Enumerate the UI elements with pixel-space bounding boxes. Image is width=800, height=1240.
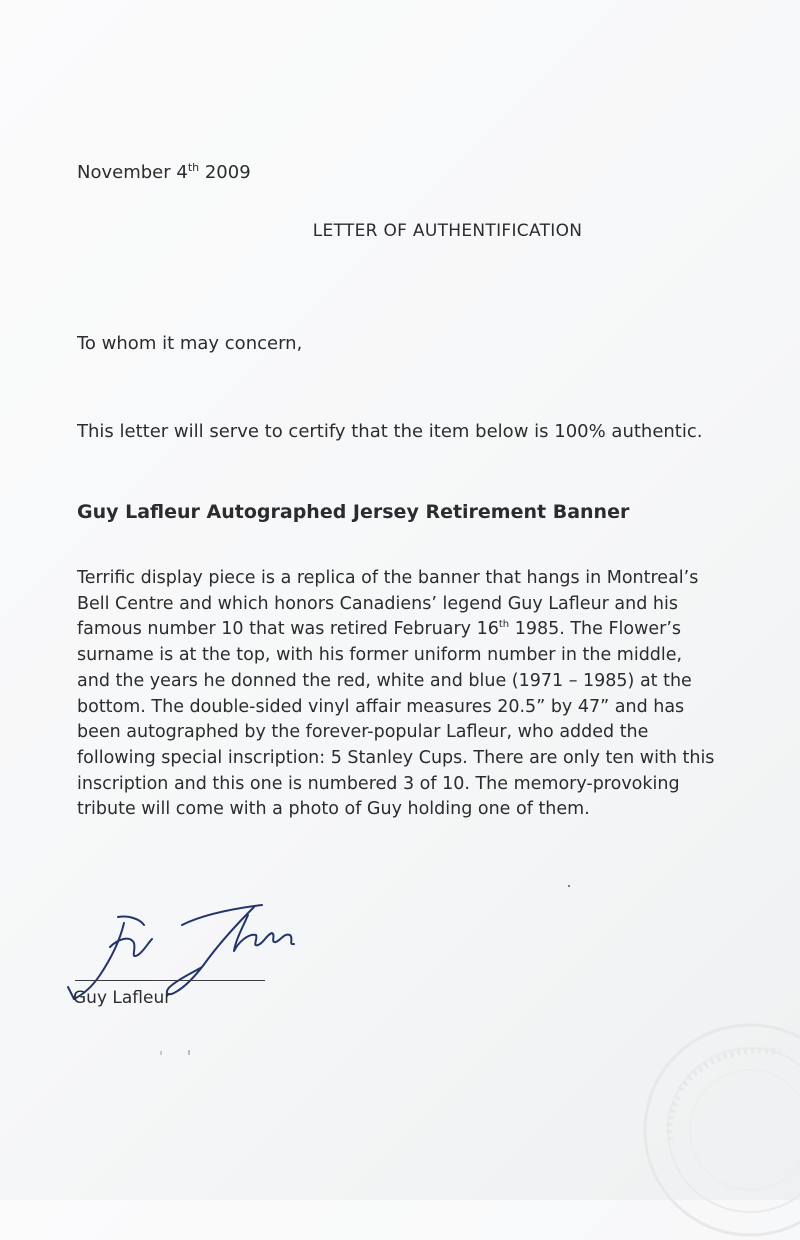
description-line: and the years he donned the red, white and blue (1971 – 1985) at the — [77, 670, 692, 691]
signature — [62, 895, 302, 1000]
description-line: been autographed by the forever-popular Lafleur, who added the — [77, 722, 649, 743]
signer-name: Guy Lafleur — [73, 988, 172, 1008]
date-year: 2009 — [199, 162, 251, 183]
item-description — [77, 566, 797, 823]
date-suffix: th — [187, 161, 200, 174]
certify-statement: This letter will serve to certify that the item below is 100% authentic. — [77, 421, 703, 442]
letter-title: LETTER OF AUTHENTIFICATION — [312, 221, 583, 241]
description-line: inscription and this one is numbered 3 of 10. The memory-provoking — [77, 773, 680, 794]
date-text: November 4 — [77, 162, 188, 183]
description-line: Bell Centre and which honors Canadiens’ legend Guy Lafleur and his — [77, 593, 678, 614]
ordinal-suffix: th — [498, 619, 510, 631]
description-line: tribute will come with a photo of Guy holding one of them. — [77, 799, 590, 820]
description-line: Terrific display piece is a replica of the banner that hangs in Montreal’s — [77, 568, 699, 588]
greeting: To whom it may concern, — [77, 333, 303, 354]
description-text: famous number 10 that was retired February 16 — [77, 619, 499, 640]
description-line — [77, 617, 797, 643]
item-heading: Guy Lafleur Autographed Jersey Retirement Banner — [77, 501, 630, 523]
description-text: 1985. The Flower’s — [509, 619, 682, 640]
description-line: surname is at the top, with his former uniform number in the middle, — [77, 645, 683, 666]
signature-line — [75, 980, 265, 981]
letter-date — [77, 162, 251, 183]
description-line: bottom. The double-sided vinyl affair measures 20.5” by 47” and has — [77, 696, 685, 717]
paper-speck — [568, 885, 570, 887]
paper-specks — [150, 1045, 210, 1065]
embossed-seal — [640, 1020, 800, 1240]
description-line: following special inscription: 5 Stanley Cups. There are only ten with this — [77, 747, 715, 768]
